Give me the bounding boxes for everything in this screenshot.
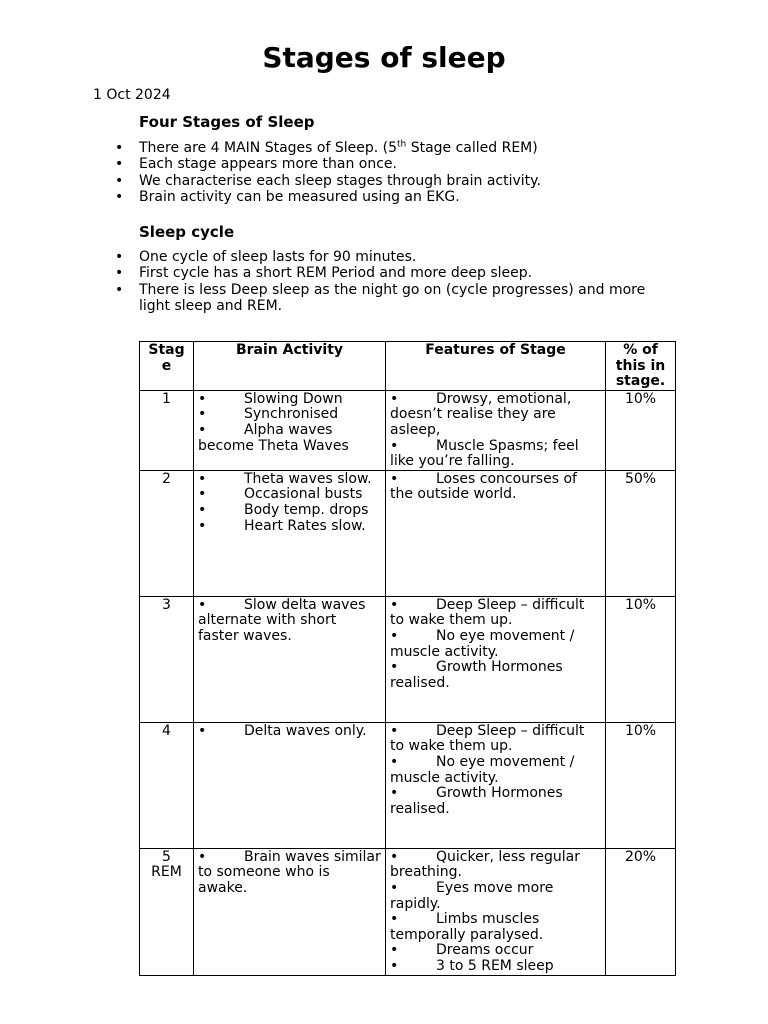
brain-activity-text: Brain waves similar to someone who is awake. <box>198 848 381 896</box>
list-item: • We characterise each sleep stages through brain activity. <box>139 173 679 189</box>
feature-cell <box>386 848 606 975</box>
feature-cell <box>386 390 606 470</box>
brain-activity-text: Synchronised <box>244 406 339 423</box>
brain-activity-item <box>198 407 381 423</box>
list-item: • Brain activity can be measured using an EKG. <box>139 189 679 205</box>
bullet-icon: • <box>390 942 399 959</box>
feature-item <box>390 755 601 786</box>
brain-activity-cell <box>194 848 386 975</box>
brain-activity-text: Alpha waves become Theta Waves <box>198 421 349 454</box>
feature-item <box>390 660 601 691</box>
brain-activity-text: Theta waves slow. <box>244 470 372 487</box>
table-row <box>140 470 676 596</box>
feature-text: Limbs muscles temporally paralysed. <box>390 911 544 943</box>
brain-activity-text: Delta waves only. <box>244 722 367 739</box>
brain-activity-item <box>198 519 381 535</box>
stage-number: 3 <box>162 596 171 613</box>
brain-activity-item <box>198 503 381 519</box>
feature-text: Deep Sleep – difficult to wake them up. <box>390 722 585 755</box>
feature-text: Eyes move more rapidly. <box>390 879 554 912</box>
list-item: • There are 4 MAIN Stages of Sleep. (5th Stage called REM) <box>139 140 679 156</box>
feature-text: Muscle Spasms; feel like you’re falling. <box>390 437 579 470</box>
bullet-icon: • <box>198 390 207 407</box>
feature-item <box>390 881 601 912</box>
feature-text: No eye movement / muscle activity. <box>390 627 575 660</box>
brain-activity-cell <box>194 596 386 722</box>
feature-item <box>390 959 601 975</box>
feature-text: Deep Sleep – difficult to wake them up. <box>390 596 585 629</box>
brain-activity-cell <box>194 390 386 470</box>
list-item: • There is less Deep sleep as the night go on (cycle progresses) and more light sleep and REM. <box>139 282 679 315</box>
feature-item <box>390 850 601 881</box>
brain-activity-item <box>198 423 381 454</box>
bullet-icon: • <box>198 421 207 438</box>
feature-item <box>390 472 601 503</box>
section-heading-sleep-cycle: Sleep cycle <box>139 223 235 241</box>
feature-item <box>390 439 601 470</box>
bullet-icon: • <box>390 596 399 613</box>
table-header-row <box>140 342 676 391</box>
bullet-icon: • <box>390 437 399 454</box>
percent-cell: 10% <box>606 390 676 470</box>
brain-activity-text: Occasional busts <box>244 486 363 503</box>
feature-text: Growth Hormones realised. <box>390 785 563 817</box>
brain-activity-text: Slowing Down <box>244 390 343 407</box>
percent-cell: 50% <box>606 470 676 596</box>
brain-activity-item <box>198 850 381 897</box>
stage-cell <box>140 596 194 722</box>
brain-activity-item <box>198 724 381 740</box>
feature-item <box>390 598 601 629</box>
bullet-icon: • <box>390 470 399 487</box>
bullet-icon: • <box>390 722 399 739</box>
feature-item <box>390 724 601 755</box>
stage-cell <box>140 722 194 848</box>
bullet-icon: • <box>198 517 207 534</box>
brain-activity-item <box>198 392 381 408</box>
brain-activity-text: Body temp. drops <box>244 501 369 518</box>
stage-number: 4 <box>162 722 171 739</box>
feature-text: Loses concourses of the outside world. <box>390 470 577 503</box>
bullet-icon: • <box>198 722 207 739</box>
stage-cell <box>140 848 194 975</box>
brain-activity-cell <box>194 470 386 596</box>
bullet-icon: • <box>198 486 207 503</box>
bullet-icon: • <box>198 470 207 487</box>
stage-number: 1 <box>162 390 171 407</box>
list-item: • Each stage appears more than once. <box>139 156 679 172</box>
feature-text: Growth Hormones realised. <box>390 659 563 691</box>
bullet-icon: • <box>390 911 399 928</box>
brain-activity-text: Heart Rates slow. <box>244 517 366 534</box>
feature-text: No eye movement / muscle activity. <box>390 753 575 786</box>
table-row <box>140 390 676 470</box>
feature-item <box>390 392 601 439</box>
document-date: 1 Oct 2024 <box>93 87 171 103</box>
bullet-icon: • <box>198 501 207 518</box>
feature-text: Dreams occur <box>436 942 534 959</box>
column-header-stage: Stage <box>140 342 194 391</box>
sleep-stages-table <box>139 341 676 976</box>
four-stages-bullet-list <box>139 140 679 206</box>
table-row <box>140 722 676 848</box>
stage-number: 5 <box>162 848 171 865</box>
brain-activity-text: Slow delta waves alternate with short faster waves. <box>198 596 366 644</box>
feature-item <box>390 786 601 817</box>
list-item: • First cycle has a short REM Period and more deep sleep. <box>139 265 679 281</box>
bullet-icon: • <box>390 879 399 896</box>
percent-cell: 20% <box>606 848 676 975</box>
bullet-icon: • <box>390 785 399 802</box>
column-header-percent: % of this in stage. <box>606 342 676 391</box>
bullet-icon: • <box>390 848 399 865</box>
list-item: • One cycle of sleep lasts for 90 minutes. <box>139 249 679 265</box>
stage-cell <box>140 470 194 596</box>
brain-activity-item <box>198 472 381 488</box>
feature-item <box>390 629 601 660</box>
table-row <box>140 848 676 975</box>
table-row <box>140 596 676 722</box>
stage-label: REM <box>151 864 182 881</box>
feature-item <box>390 943 601 959</box>
bullet-icon: • <box>198 848 207 865</box>
bullet-icon: • <box>390 659 399 676</box>
bullet-icon: • <box>390 390 399 407</box>
brain-activity-cell <box>194 722 386 848</box>
sleep-cycle-bullet-list <box>139 249 679 315</box>
page-title: Stages of sleep <box>262 41 506 74</box>
feature-cell <box>386 722 606 848</box>
section-heading-four-stages: Four Stages of Sleep <box>139 113 315 131</box>
bullet-icon: • <box>198 406 207 423</box>
brain-activity-item <box>198 598 381 645</box>
stage-number: 2 <box>162 470 171 487</box>
percent-cell: 10% <box>606 596 676 722</box>
bullet-icon: • <box>390 627 399 644</box>
bullet-icon: • <box>390 753 399 770</box>
column-header-brain-activity: Brain Activity <box>194 342 386 391</box>
column-header-features: Features of Stage <box>386 342 606 391</box>
feature-text: 3 to 5 REM sleep <box>436 957 554 974</box>
brain-activity-item <box>198 487 381 503</box>
bullet-icon: • <box>390 957 399 974</box>
percent-cell: 10% <box>606 722 676 848</box>
bullet-icon: • <box>198 596 207 613</box>
feature-text: Quicker, less regular breathing. <box>390 848 580 881</box>
stage-cell <box>140 390 194 470</box>
feature-text: Drowsy, emotional, doesn’t realise they are asleep, <box>390 390 572 438</box>
feature-cell <box>386 470 606 596</box>
feature-item <box>390 912 601 943</box>
feature-cell <box>386 596 606 722</box>
